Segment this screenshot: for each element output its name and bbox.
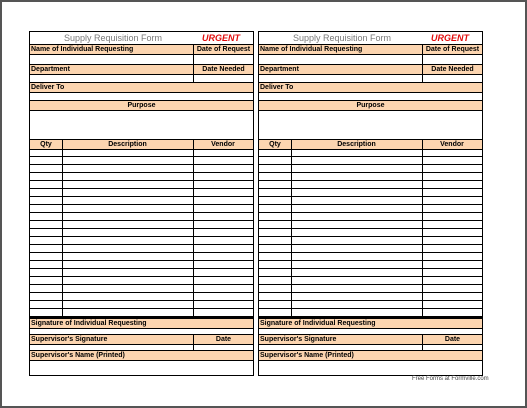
table-row[interactable] (30, 190, 253, 197)
table-row[interactable] (259, 294, 482, 301)
table-row[interactable] (259, 214, 482, 221)
table-row[interactable] (259, 310, 482, 317)
name-band (259, 44, 482, 55)
table-row[interactable] (259, 230, 482, 237)
signature-band (259, 318, 482, 329)
table-row[interactable] (259, 198, 482, 205)
column-divider (291, 150, 292, 317)
table-row[interactable] (259, 302, 482, 309)
column-divider (422, 150, 423, 317)
deliver-band-label: Deliver To (31, 84, 65, 91)
department-band-label: Department (260, 66, 299, 73)
table-row[interactable] (30, 182, 253, 189)
name-band-label: Name of Individual Requesting (31, 46, 134, 53)
table-row[interactable] (30, 198, 253, 205)
column-divider (193, 150, 194, 317)
purpose-band-label: Purpose (356, 102, 385, 109)
table-row[interactable] (30, 286, 253, 293)
table-row[interactable] (30, 206, 253, 213)
form-title: Supply Requisition Form (293, 33, 392, 43)
table-row[interactable] (259, 166, 482, 173)
table-row[interactable] (30, 222, 253, 229)
table-row[interactable] (259, 278, 482, 285)
deliver-band (259, 82, 482, 93)
table-row[interactable] (259, 158, 482, 165)
urgent-label: URGENT (202, 33, 240, 43)
table-row[interactable] (30, 158, 253, 165)
col-vendor-header: Vendor (211, 141, 235, 148)
items-header (259, 139, 482, 150)
supervisor-name-band (259, 350, 482, 361)
col-vendor-header: Vendor (440, 141, 464, 148)
purpose-field[interactable] (30, 111, 253, 139)
table-row[interactable] (259, 238, 482, 245)
table-row[interactable] (30, 310, 253, 317)
table-row[interactable] (30, 214, 253, 221)
signature-band-label: Signature of Individual Requesting (260, 320, 376, 327)
deliver-band (30, 82, 253, 93)
col-qty-header: Qty (269, 141, 281, 148)
col-description-header: Description (108, 141, 147, 148)
supervisor-name-field[interactable] (30, 361, 253, 375)
department-band (30, 64, 253, 75)
table-row[interactable] (30, 230, 253, 237)
form-title-row (258, 31, 483, 45)
cell-divider (291, 139, 292, 150)
table-row[interactable] (259, 270, 482, 277)
table-row[interactable] (30, 150, 253, 157)
signature-band-label: Signature of Individual Requesting (31, 320, 147, 327)
table-row[interactable] (30, 238, 253, 245)
department-band (259, 64, 482, 75)
table-row[interactable] (259, 174, 482, 181)
urgent-label: URGENT (431, 33, 469, 43)
supervisor-name-band-label: Supervisor's Name (Printed) (260, 352, 354, 359)
deliver-band-label: Deliver To (260, 84, 294, 91)
department-band-right-label: Date Needed (202, 66, 245, 73)
name-band (30, 44, 253, 55)
supervisor-signature-band-label: Supervisor's Signature (260, 336, 337, 343)
items-table (30, 150, 253, 318)
items-header (30, 139, 253, 150)
form-title: Supply Requisition Form (64, 33, 163, 43)
table-row[interactable] (259, 150, 482, 157)
table-row[interactable] (259, 262, 482, 269)
supervisor-signature-band-right-label: Date (215, 336, 232, 343)
cell-divider (62, 139, 63, 150)
table-row[interactable] (30, 166, 253, 173)
form-title-row (29, 31, 254, 45)
table-row[interactable] (30, 278, 253, 285)
requisition-form-left (29, 31, 254, 376)
table-row[interactable] (30, 294, 253, 301)
supervisor-signature-band-label: Supervisor's Signature (31, 336, 108, 343)
col-description-header: Description (337, 141, 376, 148)
supervisor-signature-band (259, 334, 482, 345)
supervisor-name-band-label: Supervisor's Name (Printed) (31, 352, 125, 359)
cell-divider (193, 139, 194, 150)
name-band-label: Name of Individual Requesting (260, 46, 363, 53)
purpose-band (259, 100, 482, 111)
table-row[interactable] (30, 174, 253, 181)
items-table (259, 150, 482, 318)
footer-credit: Free Forms at Formville.com (412, 376, 489, 382)
table-row[interactable] (259, 206, 482, 213)
name-band-right-label: Date of Request (196, 46, 251, 53)
purpose-band-label: Purpose (127, 102, 156, 109)
table-row[interactable] (30, 254, 253, 261)
supervisor-name-band (30, 350, 253, 361)
cell-divider (422, 139, 423, 150)
table-row[interactable] (259, 254, 482, 261)
table-row[interactable] (30, 246, 253, 253)
table-row[interactable] (30, 270, 253, 277)
table-row[interactable] (30, 302, 253, 309)
supervisor-signature-band-right-label: Date (444, 336, 461, 343)
name-band-right-label: Date of Request (425, 46, 480, 53)
requisition-form-right (258, 31, 483, 376)
purpose-field[interactable] (259, 111, 482, 139)
supervisor-signature-band (30, 334, 253, 345)
department-band-right-label: Date Needed (431, 66, 474, 73)
table-row[interactable] (259, 222, 482, 229)
department-band-label: Department (31, 66, 70, 73)
purpose-band (30, 100, 253, 111)
table-row[interactable] (259, 286, 482, 293)
table-row[interactable] (259, 190, 482, 197)
col-qty-header: Qty (40, 141, 52, 148)
signature-band (30, 318, 253, 329)
table-row[interactable] (30, 262, 253, 269)
table-row[interactable] (259, 182, 482, 189)
column-divider (62, 150, 63, 317)
table-row[interactable] (259, 246, 482, 253)
supervisor-name-field[interactable] (259, 361, 482, 375)
